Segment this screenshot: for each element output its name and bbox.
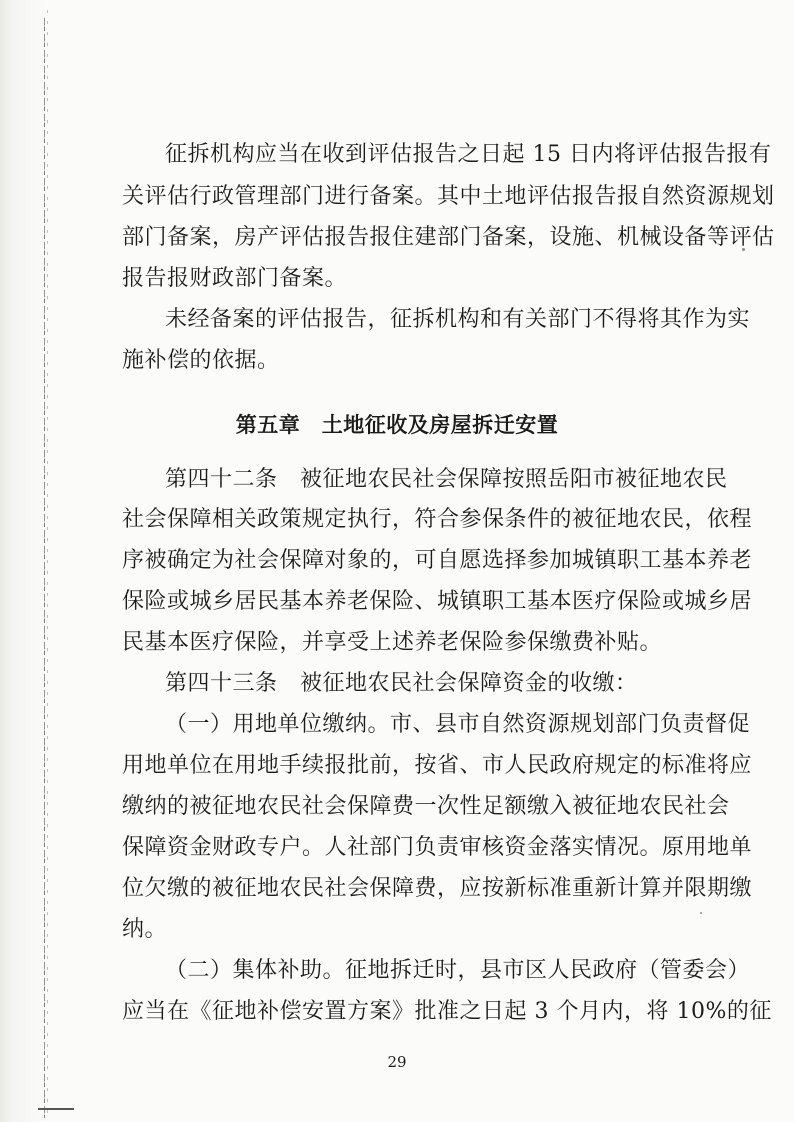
text-line: 关评估行政管理部门进行备案。其中土地评估报告报自然资源规划 xyxy=(122,184,775,209)
text-line: 位欠缴的被征地农民社会保障费，应按新标准重新计算并限期缴 xyxy=(122,876,753,901)
text-line: 序被确定为社会保障对象的，可自愿选择参加城镇职工基本养老 xyxy=(122,548,753,573)
scan-binding-line xyxy=(44,18,45,1118)
text-line: 缴纳的被征地农民社会保障费一次性足额缴入被征地农民社会 xyxy=(122,794,730,819)
text-line: 报告报财政部门备案。 xyxy=(122,266,348,291)
scan-corner-mark xyxy=(38,1108,74,1110)
text-line: 用地单位在用地手续报批前，按省、市人民政府规定的标准将应 xyxy=(122,753,753,778)
scan-binding-edge xyxy=(0,0,48,1122)
text-line: 施补偿的依据。 xyxy=(122,348,280,373)
text-line: （一）用地单位缴纳。市、县市自然资源规划部门负责督促 xyxy=(165,712,751,737)
text-line: 第四十二条 被征地农民社会保障按照岳阳市被征地农民 xyxy=(165,467,728,492)
page-number: 29 xyxy=(387,1053,407,1071)
scan-binding-line-secondary xyxy=(47,10,48,1120)
chapter-heading: 第五章 土地征收及房屋拆迁安置 xyxy=(235,413,559,437)
text-line: 社会保障相关政策规定执行，符合参保条件的被征地农民，依程 xyxy=(122,507,753,532)
text-line: 部门备案，房产评估报告报住建部门备案，设施、机械设备等评估 xyxy=(122,225,775,250)
text-line: 第四十三条 被征地农民社会保障资金的收缴： xyxy=(165,671,638,696)
text-line: （二）集体补助。征地拆迁时，县市区人民政府（管委会） xyxy=(165,958,751,983)
text-line: 保险或城乡居民基本养老保险、城镇职工基本医疗保险或城乡居 xyxy=(122,589,753,614)
text-line: 保障资金财政专户。人社部门负责审核资金落实情况。原用地单 xyxy=(122,835,753,860)
text-line: 民基本医疗保险，并享受上述养老保险参保缴费补贴。 xyxy=(122,630,663,655)
text-line: 纳。 xyxy=(122,917,168,942)
text-line: 未经备案的评估报告，征拆机构和有关部门不得将其作为实 xyxy=(165,307,751,332)
scan-speck xyxy=(700,912,702,914)
text-line: 征拆机构应当在收到评估报告之日起 15 日内将评估报告报有 xyxy=(165,142,772,167)
text-line: 应当在《征地补偿安置方案》批准之日起 3 个月内，将 10%的征 xyxy=(122,999,772,1024)
